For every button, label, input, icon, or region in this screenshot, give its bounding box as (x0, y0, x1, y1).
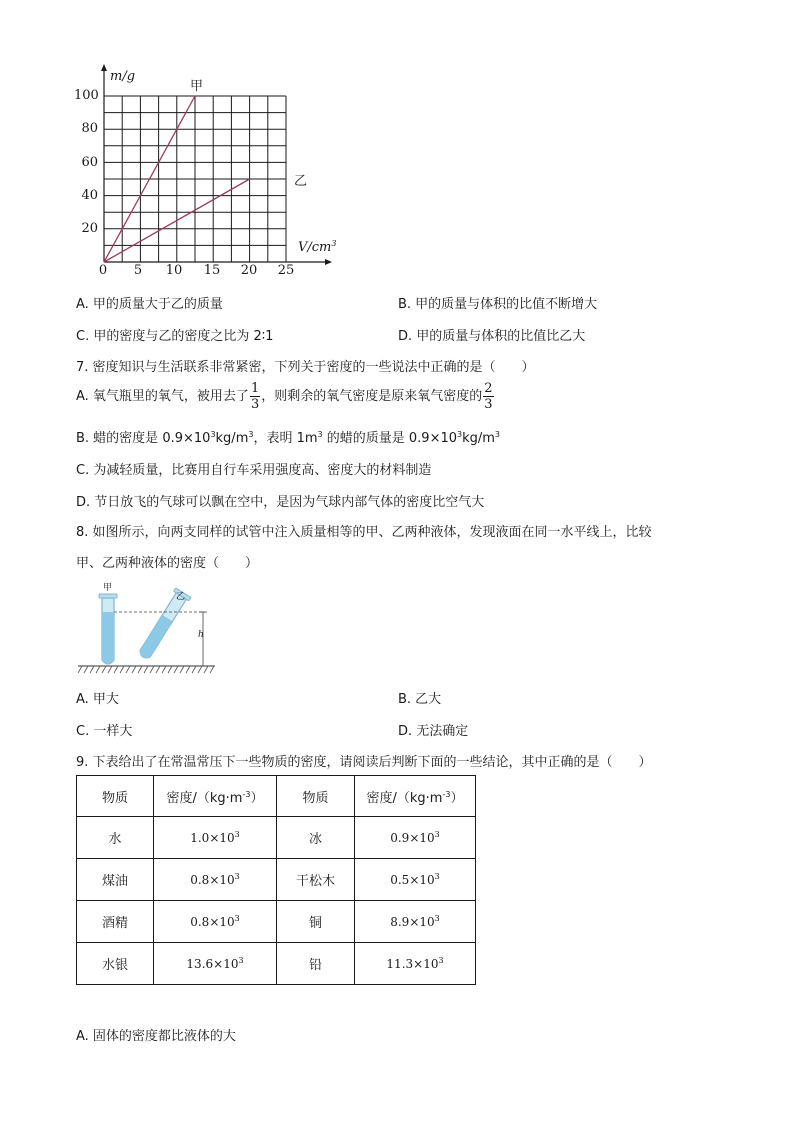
line-yi-label: 乙 (294, 174, 308, 189)
table-header-row (77, 776, 476, 817)
q8-stem-line2: 甲、乙两种液体的密度（ ） (76, 556, 259, 571)
x-tick-15: 15 (203, 263, 221, 278)
y-tick-60: 60 (81, 155, 98, 170)
cell-density: $0.9\times 10^3$ (355, 817, 476, 859)
header-density-1: 密度$/(kg\cdot m^{-3})$ (154, 776, 277, 817)
cell-density: $0.8\times 10^3$ (154, 859, 277, 901)
q8-option-c[interactable]: C. 一样大 (76, 724, 133, 739)
cell-substance: 铅 (277, 943, 355, 985)
cell-density: $8.9\times 10^3$ (355, 901, 476, 943)
q7-fraction-two-thirds: $\frac{2}{3}$ (484, 381, 493, 412)
q6-option-c[interactable]: C. 甲的密度与乙的密度之比为 2∶1 (76, 329, 274, 344)
q6-option-b[interactable]: B. 甲的质量与体积的比值不断增大 (398, 297, 598, 312)
tube-yi-label: 乙 (176, 592, 186, 602)
header-substance-2: 物质 (277, 776, 355, 817)
x-axis-label: $V/cm^3$ (298, 239, 337, 255)
q6-option-a[interactable]: A. 甲的质量大于乙的质量 (76, 297, 223, 312)
tube-jia-label: 甲 (103, 583, 113, 593)
q7-option-c[interactable]: C. 为减轻质量，比赛用自行车采用强度高、密度大的材料制造 (76, 463, 432, 478)
cell-substance: 酒精 (77, 901, 154, 943)
cell-substance: 冰 (277, 817, 355, 859)
graph-grid (104, 96, 286, 262)
header-substance-1: 物质 (77, 776, 154, 817)
table-row (77, 901, 476, 943)
table-row (77, 943, 476, 985)
q9-stem: 9. 下表给出了在常温常压下一些物质的密度，请阅读后判断下面的一些结论，其中正确的是（ ） (76, 755, 652, 770)
q6-option-d[interactable]: D. 甲的质量与体积的比值比乙大 (398, 329, 586, 344)
q8-option-a[interactable]: A. 甲大 (76, 692, 119, 707)
y-tick-100: 100 (74, 88, 99, 103)
tube-jia (99, 594, 117, 664)
q7-option-a[interactable]: A. 氧气瓶里的氧气，被用去了 $\frac{1}{3}$ ，则剩余的氧气密度是原来氧气密度的 $\frac{2}{3}$ (76, 381, 493, 412)
cell-substance: 干松木 (277, 859, 355, 901)
q8-option-b[interactable]: B. 乙大 (398, 692, 442, 707)
cell-substance: 煤油 (77, 859, 154, 901)
table-row (77, 859, 476, 901)
cell-density: $0.8\times 10^3$ (154, 901, 277, 943)
cell-density: $13.6\times 10^3$ (154, 943, 277, 985)
x-axis-arrow-icon (325, 259, 332, 265)
q7-stem: 7. 密度知识与生活联系非常紧密，下列关于密度的一些说法中正确的是（ ） (76, 360, 535, 375)
q7-option-d[interactable]: D. 节日放飞的气球可以飘在空中，是因为气球内部气体的密度比空气大 (76, 495, 485, 510)
cell-density: $1.0\times 10^3$ (154, 817, 277, 859)
q8-stem-line1: 8. 如图所示，向两支同样的试管中注入质量相等的甲、乙两种液体，发现液面在同一水平线上，比较 (76, 525, 652, 540)
cell-substance: 水 (77, 817, 154, 859)
y-axis-arrow-icon (101, 64, 107, 71)
cell-density: $11.3\times 10^3$ (355, 943, 476, 985)
mass-volume-graph (0, 0, 340, 290)
y-tick-80: 80 (81, 121, 98, 136)
cell-substance: 水银 (77, 943, 154, 985)
q8-option-d[interactable]: D. 无法确定 (398, 724, 469, 739)
y-tick-40: 40 (81, 188, 98, 203)
header-density-2: 密度$/(kg\cdot m^{-3})$ (355, 776, 476, 817)
y-axis-label: m/g (110, 69, 136, 84)
x-tick-20: 20 (240, 263, 258, 278)
density-table (76, 775, 476, 985)
table-row (77, 817, 476, 859)
cell-density: $0.5\times 10^3$ (355, 859, 476, 901)
x-tick-25: 25 (277, 263, 295, 278)
q7-fraction-one-third: $\frac{1}{3}$ (250, 381, 260, 412)
graph-axes (101, 64, 332, 265)
height-label: h (198, 630, 204, 640)
q9-option-a[interactable]: A. 固体的密度都比液体的大 (76, 1029, 236, 1044)
x-tick-5: 5 (133, 263, 143, 278)
cell-substance: 铜 (277, 901, 355, 943)
x-tick-10: 10 (165, 263, 183, 278)
y-tick-20: 20 (81, 221, 98, 236)
x-tick-0: 0 (98, 263, 108, 278)
line-jia-label: 甲 (190, 79, 204, 94)
q7-option-b[interactable]: B. 蜡的密度是 $0.9\times 10^3kg/m^3$，表明 $1m^3$ 的蜡的质量是 $0.9\times 10^3kg/m^3$ (76, 430, 501, 446)
